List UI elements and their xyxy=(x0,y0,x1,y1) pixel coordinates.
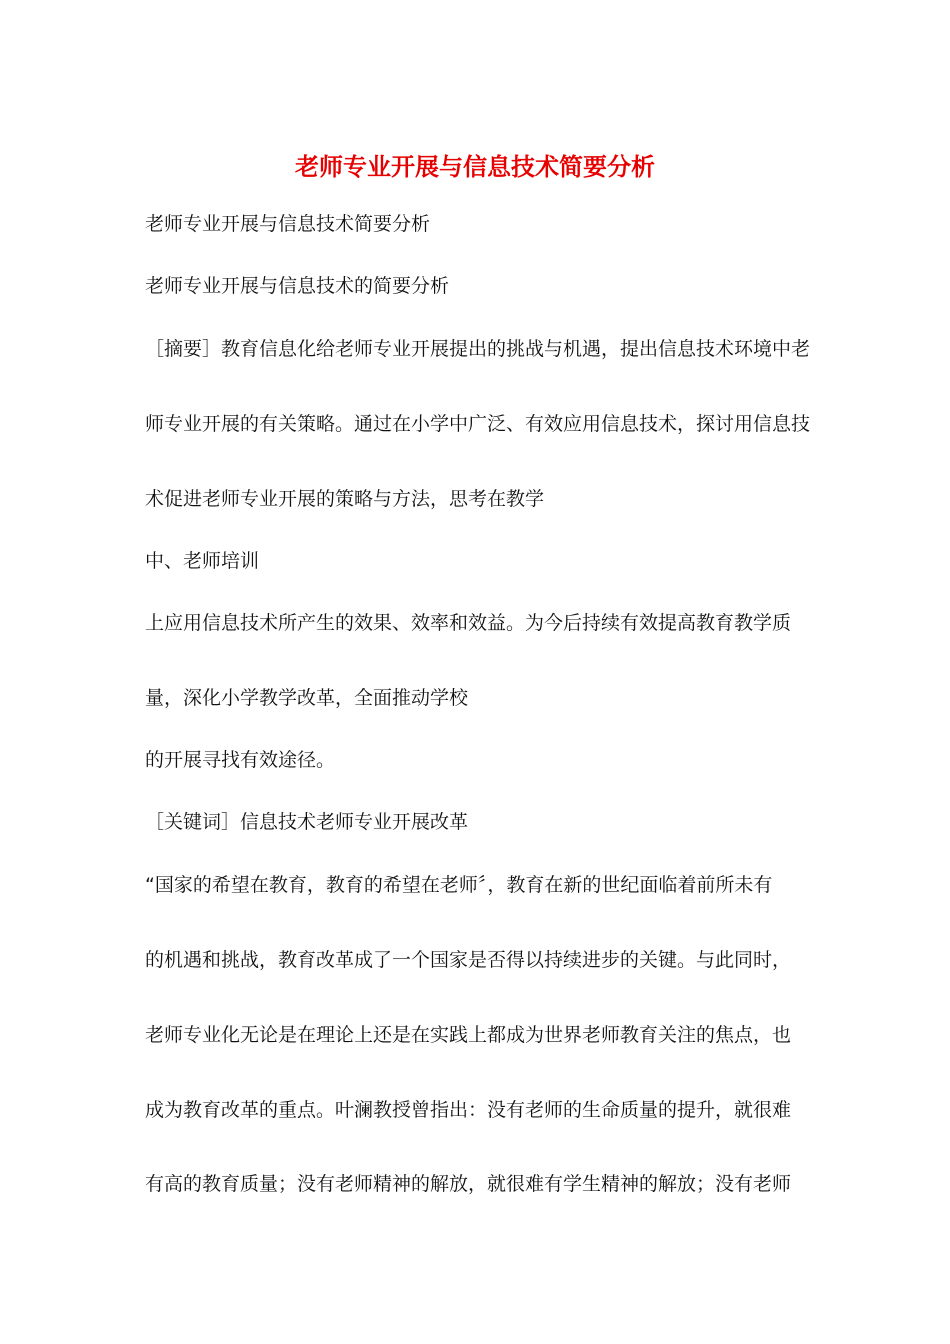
body-line: 老师专业化无论是在理论上还是在实践上都成为世界老师教育关注的焦点，也 xyxy=(145,1024,792,1046)
abstract-line: ［摘要］教育信息化给老师专业开展提出的挑战与机遇，提出信息技术环境中老 xyxy=(145,338,811,360)
document-title: 老师专业开展与信息技术简要分析 xyxy=(295,152,655,181)
body-line: 的机遇和挑战，教育改革成了一个国家是否得以持续进步的关键。与此同时， xyxy=(145,949,792,971)
abstract-line: 上应用信息技术所产生的效果、效率和效益。为今后持续有效提高教育教学质 xyxy=(145,612,792,634)
abstract-line: 量，深化小学教学改革，全面推动学校 xyxy=(145,687,469,709)
abstract-line: 的开展寻找有效途径。 xyxy=(145,749,336,771)
body-line: “国家的希望在教育，教育的希望在老师〞，教育在新的世纪面临着前所未有 xyxy=(145,874,773,896)
subtitle-line: 老师专业开展与信息技术简要分析 xyxy=(145,213,431,235)
abstract-line: 中、老师培训 xyxy=(145,550,260,572)
body-line: 成为教育改革的重点。叶澜教授曾指出：没有老师的生命质量的提升，就很难 xyxy=(145,1099,792,1121)
keywords-line: ［关键词］信息技术老师专业开展改革 xyxy=(145,811,469,833)
body-line: 有高的教育质量；没有老师精神的解放，就很难有学生精神的解放；没有老师 xyxy=(145,1173,792,1195)
subtitle-line: 老师专业开展与信息技术的简要分析 xyxy=(145,275,450,297)
abstract-line: 术促进老师专业开展的策略与方法，思考在教学 xyxy=(145,488,545,510)
abstract-line: 师专业开展的有关策略。通过在小学中广泛、有效应用信息技术，探讨用信息技 xyxy=(145,413,811,435)
